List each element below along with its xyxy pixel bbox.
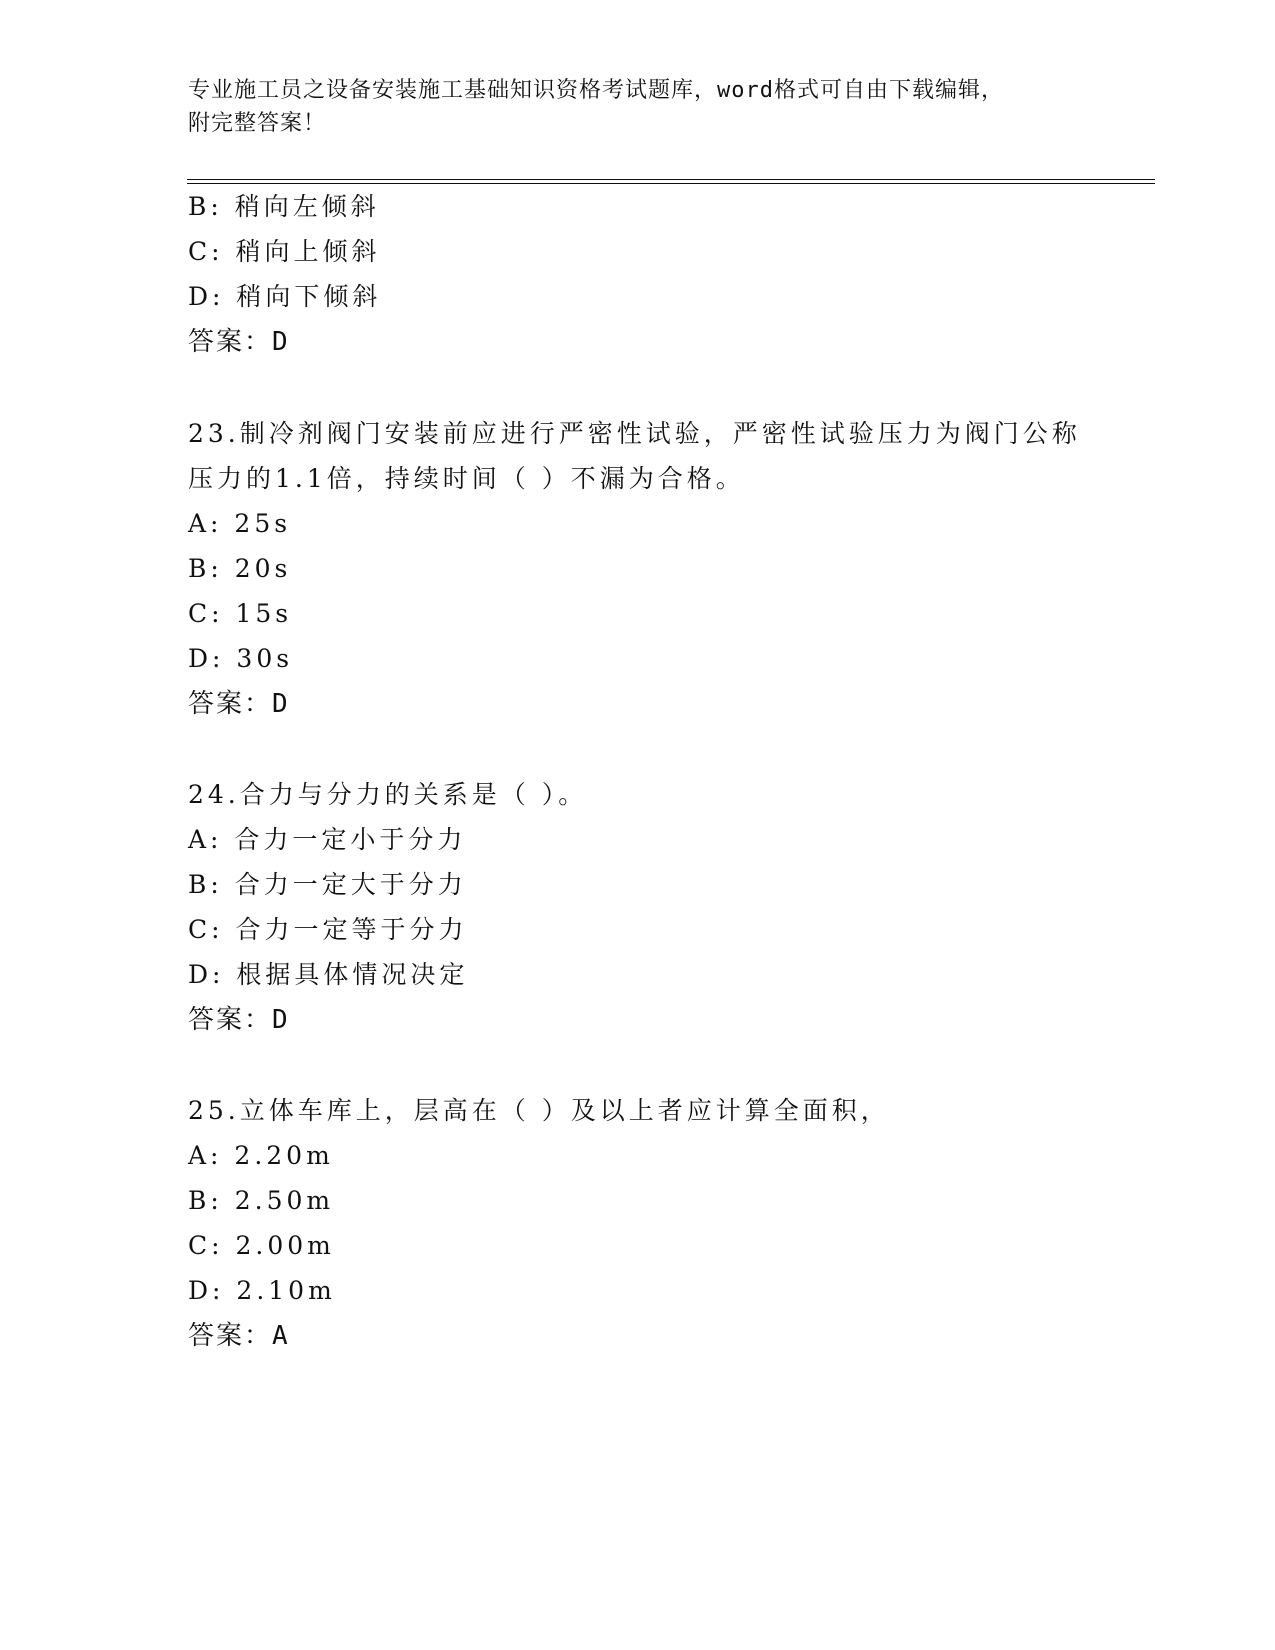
header-line-2: 附完整答案！: [188, 111, 327, 136]
q24-option-a: A: 合力一定小于分力: [188, 825, 467, 854]
q25-answer: 答案：A: [188, 1321, 290, 1351]
header-line-1: 专业施工员之设备安装施工基础知识资格考试题库，word格式可自由下载编辑，: [188, 78, 1004, 103]
document-header: [188, 74, 1088, 140]
q23-option-c: C: 15s: [188, 599, 293, 628]
q22-answer: 答案：D: [188, 327, 290, 357]
q24-option-b: B: 合力一定大于分力: [188, 870, 467, 899]
q24-option-d: D: 根据具体情况决定: [188, 960, 469, 989]
q23-option-b: B: 20s: [188, 554, 292, 583]
header-divider-top: [187, 179, 1155, 180]
q23-option-a: A: 25s: [188, 509, 292, 538]
q23-stem-line-2: 压力的1.1倍，持续时间（ ）不漏为合格。: [188, 464, 745, 493]
q23-answer: 答案：D: [188, 689, 290, 719]
q25-option-c: C: 2.00m: [188, 1231, 335, 1260]
q25-stem: 25.立体车库上，层高在（ ）及以上者应计算全面积，: [188, 1096, 890, 1125]
q22-option-d: D: 稍向下倾斜: [188, 282, 382, 311]
q23-stem-line-1: 23.制冷剂阀门安装前应进行严密性试验，严密性试验压力为阀门公称: [188, 419, 1081, 448]
q23-option-d: D: 30s: [188, 644, 294, 673]
q24-stem: 24.合力与分力的关系是（ ）。: [188, 780, 588, 809]
q25-option-d: D: 2.10m: [188, 1276, 336, 1305]
q24-option-c: C: 合力一定等于分力: [188, 915, 468, 944]
q22-option-c: C: 稍向上倾斜: [188, 237, 381, 266]
q22-option-b: B: 稍向左倾斜: [188, 192, 380, 221]
q25-option-b: B: 2.50m: [188, 1186, 335, 1215]
q25-option-a: A: 2.20m: [188, 1141, 334, 1170]
q24-answer: 答案：D: [188, 1005, 290, 1035]
header-divider-bottom: [187, 183, 1155, 184]
